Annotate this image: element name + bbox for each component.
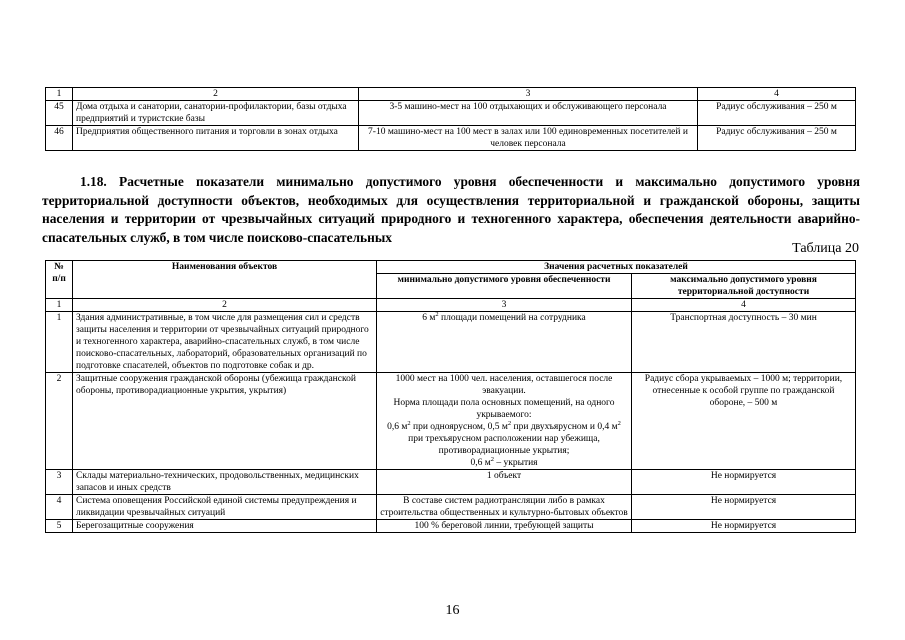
min-part: 6 м	[422, 313, 436, 323]
min-value: 1 объект	[377, 470, 632, 495]
page-number: 16	[445, 603, 460, 618]
header-values: Значения расчетных показателей	[377, 261, 856, 274]
object-name: Склады материально-технических, продовольственных, медицинских запасов и иных средств	[73, 470, 377, 495]
col-num-4: 4	[632, 299, 856, 312]
row-number: 46	[46, 126, 73, 151]
min-line: 0,6 $м^2$ – укрытия	[470, 455, 538, 468]
table-row	[46, 101, 856, 126]
table-row	[46, 520, 856, 533]
table-row	[46, 373, 856, 470]
min-line: 1000 мест на 1000 чел. населения, оставшегося после эвакуации.	[395, 374, 613, 396]
header-num: № п/п	[46, 261, 73, 299]
superscript: 2	[435, 310, 439, 318]
object-name: Здания административные, в том числе для размещения сил и средств защиты населения и территории от чрезвычайных ситуаций природного и техногенного характера, аварийно-спасательных служб, в том числе поисково-спасательных, лабораторий, образовательных организаций по подготовке спасателей, объектов по подготовке собак и др.	[73, 312, 377, 373]
col-num-1: 1	[46, 299, 73, 312]
table-row	[46, 126, 856, 151]
min-line: Норма площади пола основных помещений, на одного укрываемого:	[393, 398, 615, 420]
row-number: 3	[46, 470, 73, 495]
row-number: 2	[46, 373, 73, 470]
object-name: Берегозащитные сооружения	[73, 520, 377, 533]
max-value: Радиус обслуживания – 250 м	[698, 101, 856, 126]
table-row	[46, 495, 856, 520]
table-caption: Таблица 20	[792, 241, 859, 256]
max-value: Транспортная доступность – 30 мин	[632, 312, 856, 373]
max-value: Радиус сбора укрываемых – 1000 м; территории, отнесенные к особой группе по гражданской обороне, – 500 м	[632, 373, 856, 470]
max-value: Не нормируется	[632, 495, 856, 520]
col-num-2: 2	[73, 88, 359, 101]
max-value: Не нормируется	[632, 520, 856, 533]
col-num-3: 3	[377, 299, 632, 312]
main-table	[45, 260, 856, 533]
header-name: Наименования объектов	[73, 261, 377, 299]
row-number: 1	[46, 312, 73, 373]
header-max: максимально допустимого уровня территориальной доступности	[632, 274, 856, 299]
object-name: Система оповещения Российской единой системы предупреждения и ликвидации чрезвычайных ситуаций	[73, 495, 377, 520]
col-num-4: 4	[698, 88, 856, 101]
col-num-3: 3	[359, 88, 698, 101]
max-value: Не нормируется	[632, 470, 856, 495]
min-value: В составе систем радиотрансляции либо в рамках строительства общественных и культурно-бытовых объектов	[377, 495, 632, 520]
min-value	[377, 373, 632, 470]
row-number: 4	[46, 495, 73, 520]
section-heading: 1.18. Расчетные показатели минимально допустимого уровня обеспеченности и максимально допустимого уровня территориальной доступности объектов, необходимых для осуществления территориальной и гражданской обороны, защиты населения и территории от чрезвычайных ситуаций природного и техногенного характера, обеспечения деятельности аварийно-спасательных служб, в том числе поисково-спасательных	[42, 174, 860, 245]
min-value: 3-5 машино-мест на 100 отдыхающих и обслуживающего персонала	[359, 101, 698, 126]
col-num-1: 1	[46, 88, 73, 101]
min-line: 0,6 $м^2$ при одноярусном, 0,5 $м^2$ при двухъярусном и 0,4 $м^2$ при трехъярусном расположении нар убежища, противорадиационные укрытия;	[387, 419, 621, 456]
table-row	[46, 312, 856, 373]
row-number: 5	[46, 520, 73, 533]
col-num-2: 2	[73, 299, 377, 312]
object-name: Защитные сооружения гражданской обороны (убежища гражданской обороны, противорадиационные укрытия, укрытия)	[73, 373, 377, 470]
header-min: минимально допустимого уровня обеспеченности	[377, 274, 632, 299]
table-row	[46, 470, 856, 495]
min-value	[377, 312, 632, 373]
min-value: 7-10 машино-мест на 100 мест в залах или 100 единовременных посетителей и человек персонала	[359, 126, 698, 151]
object-name: Предприятия общественного питания и торговли в зонах отдыха	[73, 126, 359, 151]
min-part: площади помещений на сотрудника	[438, 313, 586, 323]
object-name: Дома отдыха и санатории, санатории-профилактории, базы отдыха предприятий и туристские базы	[73, 101, 359, 126]
max-value: Радиус обслуживания – 250 м	[698, 126, 856, 151]
min-value: 100 % береговой линии, требующей защиты	[377, 520, 632, 533]
top-table	[45, 87, 856, 151]
row-number: 45	[46, 101, 73, 126]
